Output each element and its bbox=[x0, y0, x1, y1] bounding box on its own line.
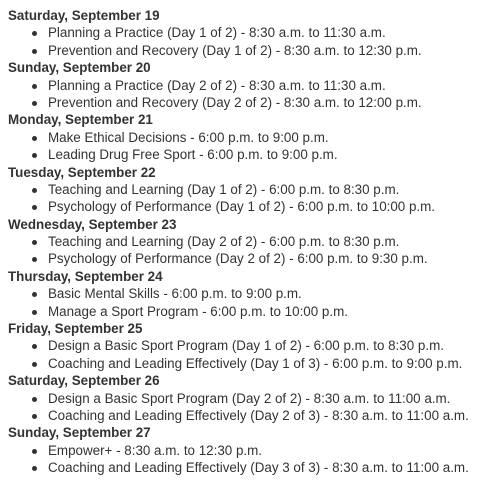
schedule-day bbox=[8, 268, 499, 320]
schedule-day bbox=[8, 216, 499, 268]
bullet-icon bbox=[32, 136, 37, 141]
bullet-icon bbox=[32, 449, 37, 454]
session-item bbox=[8, 129, 499, 146]
session-text: Prevention and Recovery (Day 2 of 2) - 8:30 a.m. to 12:00 p.m. bbox=[48, 94, 422, 110]
session-item bbox=[8, 390, 499, 407]
session-text: Design a Basic Sport Program (Day 1 of 2) - 6:00 p.m. to 8:30 p.m. bbox=[48, 338, 444, 354]
bullet-icon bbox=[32, 188, 37, 193]
session-list bbox=[8, 442, 499, 477]
session-list bbox=[8, 233, 499, 268]
bullet-icon bbox=[32, 414, 37, 419]
session-text: Psychology of Performance (Day 1 of 2) - 6:00 p.m. to 10:00 p.m. bbox=[48, 199, 436, 215]
session-list bbox=[8, 285, 499, 320]
bullet-icon bbox=[32, 49, 37, 54]
session-item bbox=[8, 303, 499, 320]
day-heading: Sunday, September 20 bbox=[8, 60, 151, 76]
session-text: Teaching and Learning (Day 1 of 2) - 6:00 p.m. to 8:30 p.m. bbox=[48, 181, 400, 197]
day-heading: Monday, September 21 bbox=[8, 112, 153, 128]
session-list bbox=[8, 77, 499, 112]
session-item bbox=[8, 337, 499, 354]
session-item bbox=[8, 355, 499, 372]
session-item bbox=[8, 459, 499, 476]
session-text: Coaching and Leading Effectively (Day 2 of 3) - 8:30 a.m. to 11:00 a.m. bbox=[48, 407, 469, 423]
bullet-icon bbox=[32, 84, 37, 89]
session-text: Make Ethical Decisions - 6:00 p.m. to 9:00 p.m. bbox=[48, 129, 329, 145]
session-item bbox=[8, 198, 499, 215]
bullet-icon bbox=[32, 344, 37, 349]
session-item bbox=[8, 285, 499, 302]
day-heading: Thursday, September 24 bbox=[8, 268, 163, 284]
bullet-icon bbox=[32, 292, 37, 297]
bullet-icon bbox=[32, 240, 37, 245]
session-item bbox=[8, 94, 499, 111]
session-text: Leading Drug Free Sport - 6:00 p.m. to 9:00 p.m. bbox=[48, 147, 338, 163]
session-item bbox=[8, 181, 499, 198]
session-item bbox=[8, 146, 499, 163]
day-heading: Sunday, September 27 bbox=[8, 425, 151, 441]
session-text: Design a Basic Sport Program (Day 2 of 2) - 8:30 a.m. to 11:00 a.m. bbox=[48, 390, 451, 406]
bullet-icon bbox=[32, 153, 37, 158]
schedule-day bbox=[8, 164, 499, 216]
session-text: Teaching and Learning (Day 2 of 2) - 6:00 p.m. to 8:30 p.m. bbox=[48, 234, 400, 250]
session-item bbox=[8, 233, 499, 250]
session-text: Coaching and Leading Effectively (Day 1 of 3) - 6:00 p.m. to 9:00 p.m. bbox=[48, 355, 463, 371]
session-text: Planning a Practice (Day 1 of 2) - 8:30 a.m. to 11:30 a.m. bbox=[48, 25, 386, 41]
session-text: Planning a Practice (Day 2 of 2) - 8:30 a.m. to 11:30 a.m. bbox=[48, 77, 386, 93]
bullet-icon bbox=[32, 362, 37, 367]
schedule-day bbox=[8, 59, 499, 111]
bullet-icon bbox=[32, 397, 37, 402]
session-text: Empower+ - 8:30 a.m. to 12:30 p.m. bbox=[48, 442, 262, 458]
bullet-icon bbox=[32, 466, 37, 471]
session-text: Prevention and Recovery (Day 1 of 2) - 8:30 a.m. to 12:30 p.m. bbox=[48, 42, 422, 58]
bullet-icon bbox=[32, 205, 37, 210]
session-item bbox=[8, 42, 499, 59]
session-item bbox=[8, 77, 499, 94]
session-list bbox=[8, 337, 499, 372]
schedule-day bbox=[8, 320, 499, 372]
session-text: Manage a Sport Program - 6:00 p.m. to 10:00 p.m. bbox=[48, 303, 348, 319]
schedule-day bbox=[8, 424, 499, 476]
session-list bbox=[8, 390, 499, 425]
schedule-day bbox=[8, 7, 499, 59]
day-heading: Tuesday, September 22 bbox=[8, 164, 156, 180]
day-heading: Friday, September 25 bbox=[8, 321, 143, 337]
session-text: Basic Mental Skills - 6:00 p.m. to 9:00 p.m. bbox=[48, 286, 302, 302]
schedule-day bbox=[8, 111, 499, 163]
session-item bbox=[8, 407, 499, 424]
session-list bbox=[8, 129, 499, 164]
day-heading: Wednesday, September 23 bbox=[8, 216, 177, 232]
day-heading: Saturday, September 19 bbox=[8, 8, 160, 23]
session-list bbox=[8, 181, 499, 216]
bullet-icon bbox=[32, 31, 37, 36]
session-item bbox=[8, 24, 499, 41]
bullet-icon bbox=[32, 257, 37, 262]
session-item bbox=[8, 442, 499, 459]
session-text: Psychology of Performance (Day 2 of 2) - 6:00 p.m. to 9:30 p.m. bbox=[48, 251, 428, 267]
bullet-icon bbox=[32, 310, 37, 315]
schedule-day bbox=[8, 372, 499, 424]
day-heading: Saturday, September 26 bbox=[8, 373, 160, 389]
session-item bbox=[8, 250, 499, 267]
bullet-icon bbox=[32, 101, 37, 106]
session-list bbox=[8, 24, 499, 59]
session-text: Coaching and Leading Effectively (Day 3 of 3) - 8:30 a.m. to 11:00 a.m. bbox=[48, 460, 469, 476]
